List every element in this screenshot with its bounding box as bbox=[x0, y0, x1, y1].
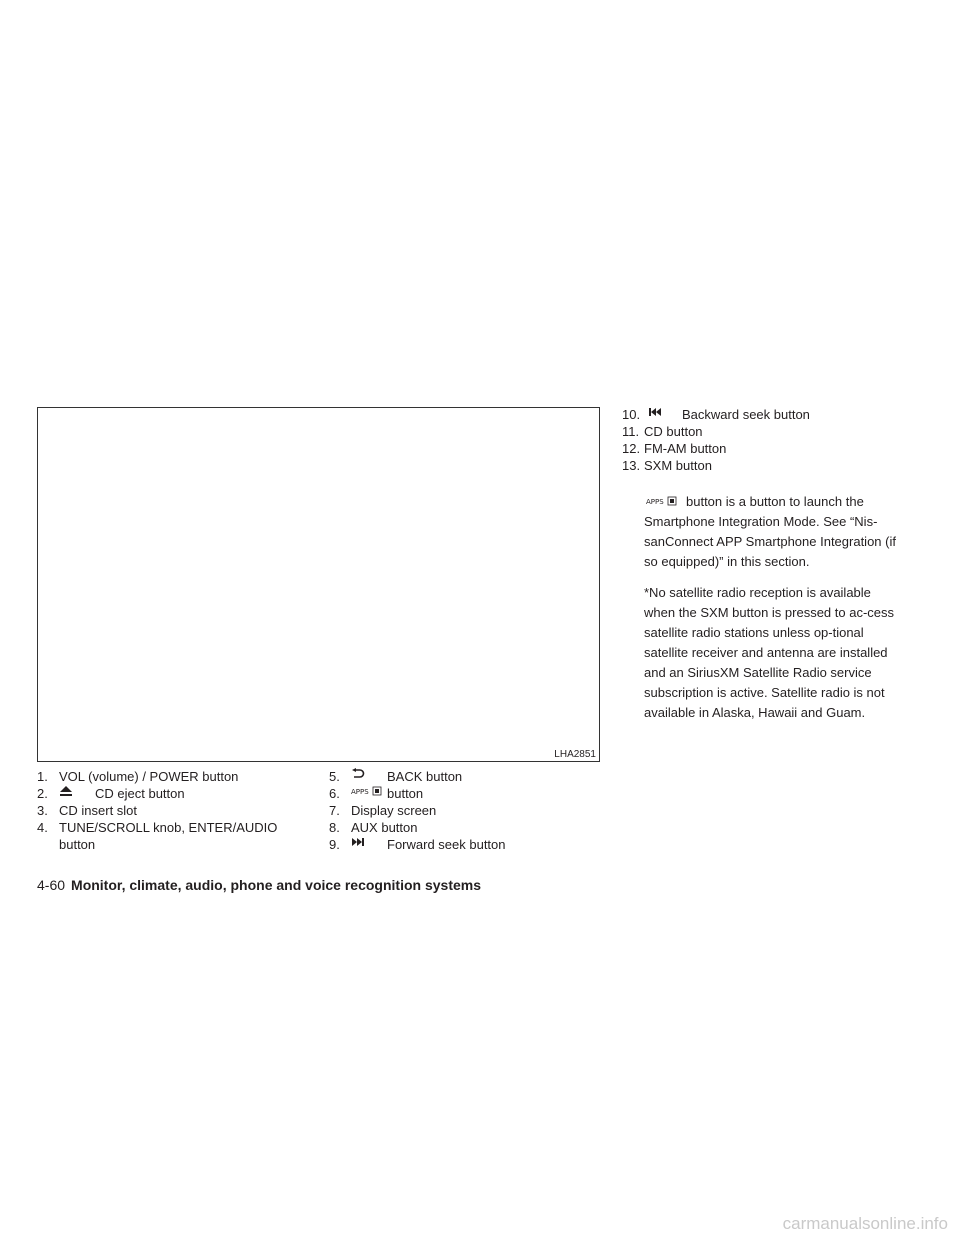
legend-item-7: 7. Display screen bbox=[329, 803, 437, 818]
legend-item-4-continued: button bbox=[59, 837, 96, 852]
legend-item-4: 4. TUNE/SCROLL knob, ENTER/AUDIO bbox=[37, 820, 278, 835]
apps-icon bbox=[351, 781, 387, 798]
svg-text:APPS: APPS bbox=[646, 498, 664, 506]
legend-column-1 bbox=[37, 768, 307, 853]
legend-item-10: 10. Backward seek button bbox=[622, 406, 912, 423]
svg-text:APPS: APPS bbox=[351, 787, 369, 796]
legend-item-3: 3. CD insert slot bbox=[37, 803, 138, 818]
legend-column-2 bbox=[329, 768, 599, 853]
legend-item-13: 13. SXM button bbox=[622, 458, 712, 473]
eject-icon bbox=[59, 781, 95, 798]
legend-item-1: 1. VOL (volume) / POWER button bbox=[37, 769, 239, 784]
legend-item-2: 2. CD eject button bbox=[37, 785, 307, 802]
legend-item-5: 5. BACK button bbox=[329, 768, 599, 785]
seek-backward-icon bbox=[648, 402, 682, 419]
back-arrow-icon bbox=[351, 764, 387, 781]
apps-icon bbox=[644, 492, 686, 512]
seek-forward-icon bbox=[351, 832, 387, 849]
page-footer bbox=[37, 877, 481, 893]
legend-item-12: 12. FM-AM button bbox=[622, 441, 727, 456]
page-number: 4-60 bbox=[37, 877, 66, 893]
figure-frame bbox=[37, 407, 600, 762]
sxm-note: *No satellite radio reception is available when the SXM button is pressed to ac-cess satellite radio stations unless op-tional satellite receiver and antenna are installed and an SiriusXM Satellite Radio service subscription is active. Satellite radio is not available in Alaska, Hawaii and Guam. bbox=[644, 585, 895, 720]
apps-note: APPS button is a button to launch the Smartphone Integration Mode. See “Nis-sanConnect APP Smartphone Integration (if so equipped)” in this section. bbox=[644, 494, 896, 569]
legend-item-6: 6. APPS button bbox=[329, 785, 599, 802]
watermark: carmanualsonline.info bbox=[782, 1214, 948, 1233]
legend-item-8: 8. AUX button bbox=[329, 820, 418, 835]
legend-column-3 bbox=[622, 406, 912, 474]
legend-item-11: 11. CD button bbox=[622, 424, 703, 439]
figure-code: LHA2851 bbox=[554, 749, 596, 760]
section-title: Monitor, climate, audio, phone and voice recognition systems bbox=[71, 877, 481, 893]
legend-item-9: 9. Forward seek button bbox=[329, 836, 599, 853]
